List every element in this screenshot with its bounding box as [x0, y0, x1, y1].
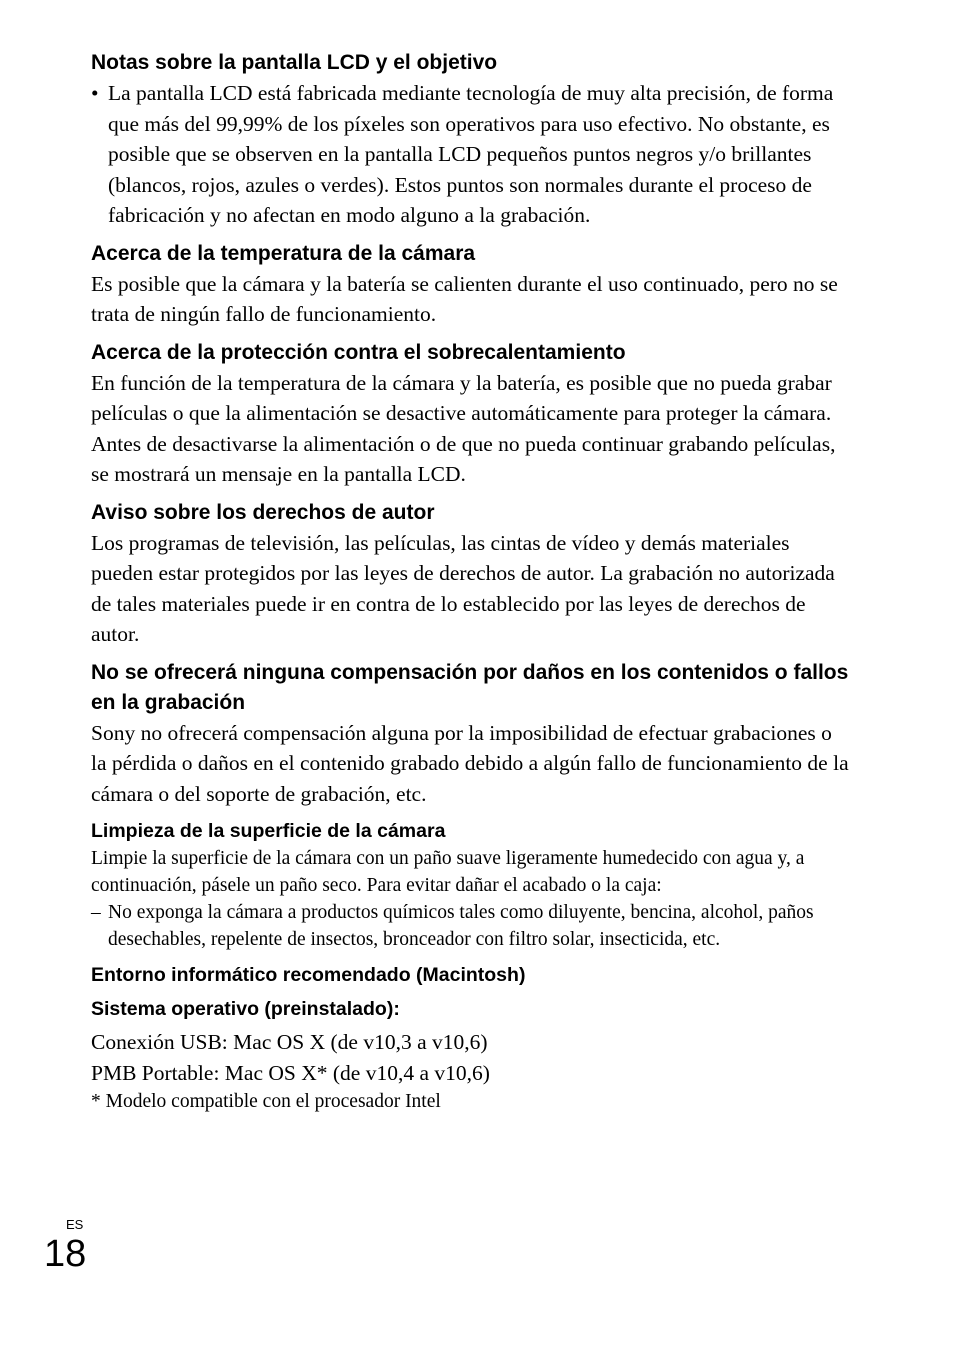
paragraph-cleaning: Limpie la superficie de la cámara con un paño suave ligeramente humedecido con agua y, a continuación, pásele un paño seco. Para evitar dañar el acabado o la caja: [91, 848, 805, 896]
heading-lcd: Notas sobre la pantalla LCD y el objetivo [91, 51, 498, 74]
bullet-mark: • [91, 81, 99, 105]
paragraph-temperature: Es posible que la cámara y la batería se calienten durante el uso continuado, pero no se trata de ningún fallo de funcionamiento. [91, 271, 838, 326]
heading-overheat: Acerca de la protección contra el sobrecalentamiento [91, 340, 626, 364]
page-content [91, 48, 851, 1115]
heading-compensation: No se ofrecerá ninguna compensación por daños en los contenidos o fallos en la grabación [91, 660, 849, 714]
bullet-lcd [91, 78, 851, 231]
line-usb: Conexión USB: Mac OS X (de v10,3 a v10,6) [91, 1030, 488, 1054]
footnote: * Modelo compatible con el procesador Intel [91, 1091, 441, 1112]
paragraph-copyright: Los programas de televisión, las películas, las cintas de vídeo y demás materiales pueden estar protegidos por las leyes de derechos de autor. La grabación no autorizada de tales materiales puede ir en contra de lo establecido por las leyes de derechos de autor. [91, 530, 835, 646]
paragraph-compensation: Sony no ofrecerá compensación alguna por la imposibilidad de efectuar grabaciones o la pérdida o daños en el contenido grabado debido a algún fallo de funcionamiento de la cámara o del soporte de grabación, etc. [91, 720, 849, 806]
paragraph-overheat-2: Antes de desactivarse la alimentación o de que no pueda continuar grabando películas, se mostrará un mensaje en la pantalla LCD. [91, 431, 836, 486]
heading-copyright: Aviso sobre los derechos de autor [91, 500, 435, 524]
dash-item-cleaning [91, 899, 851, 953]
paragraph-overheat-1: En función de la temperatura de la cámara y la batería, es posible que no pueda grabar películas o que la alimentación se desactive automáticamente para proteger la cámara. [91, 370, 832, 425]
dash-text: No exponga la cámara a productos químicos tales como diluyente, bencina, alcohol, paños desechables, repelente de insectos, bronceador con filtro solar, insecticida, etc. [108, 902, 814, 950]
dash-mark: – [91, 902, 101, 923]
heading-cleaning: Limpieza de la superficie de la cámara [91, 820, 446, 842]
heading-temperature: Acerca de la temperatura de la cámara [91, 241, 476, 265]
bullet-text: La pantalla LCD está fabricada mediante tecnología de muy alta precisión, de forma que más del 99,99% de los píxeles son operativos para uso efectivo. No obstante, es posible que se observen en la pantalla LCD pequeños puntos negros y/o brillantes (blancos, rojos, azules o verdes). Estos puntos son normales durante el proceso de fabricación y no afectan en modo alguno a la grabación. [108, 81, 834, 227]
subheading-os: Sistema operativo (preinstalado): [91, 998, 400, 1020]
line-pmb: PMB Portable: Mac OS X* (de v10,4 a v10,6) [91, 1060, 490, 1085]
page-number: 18 [44, 1233, 87, 1275]
language-code: ES [66, 1217, 84, 1232]
heading-mac: Entorno informático recomendado (Macintosh) [91, 964, 526, 986]
